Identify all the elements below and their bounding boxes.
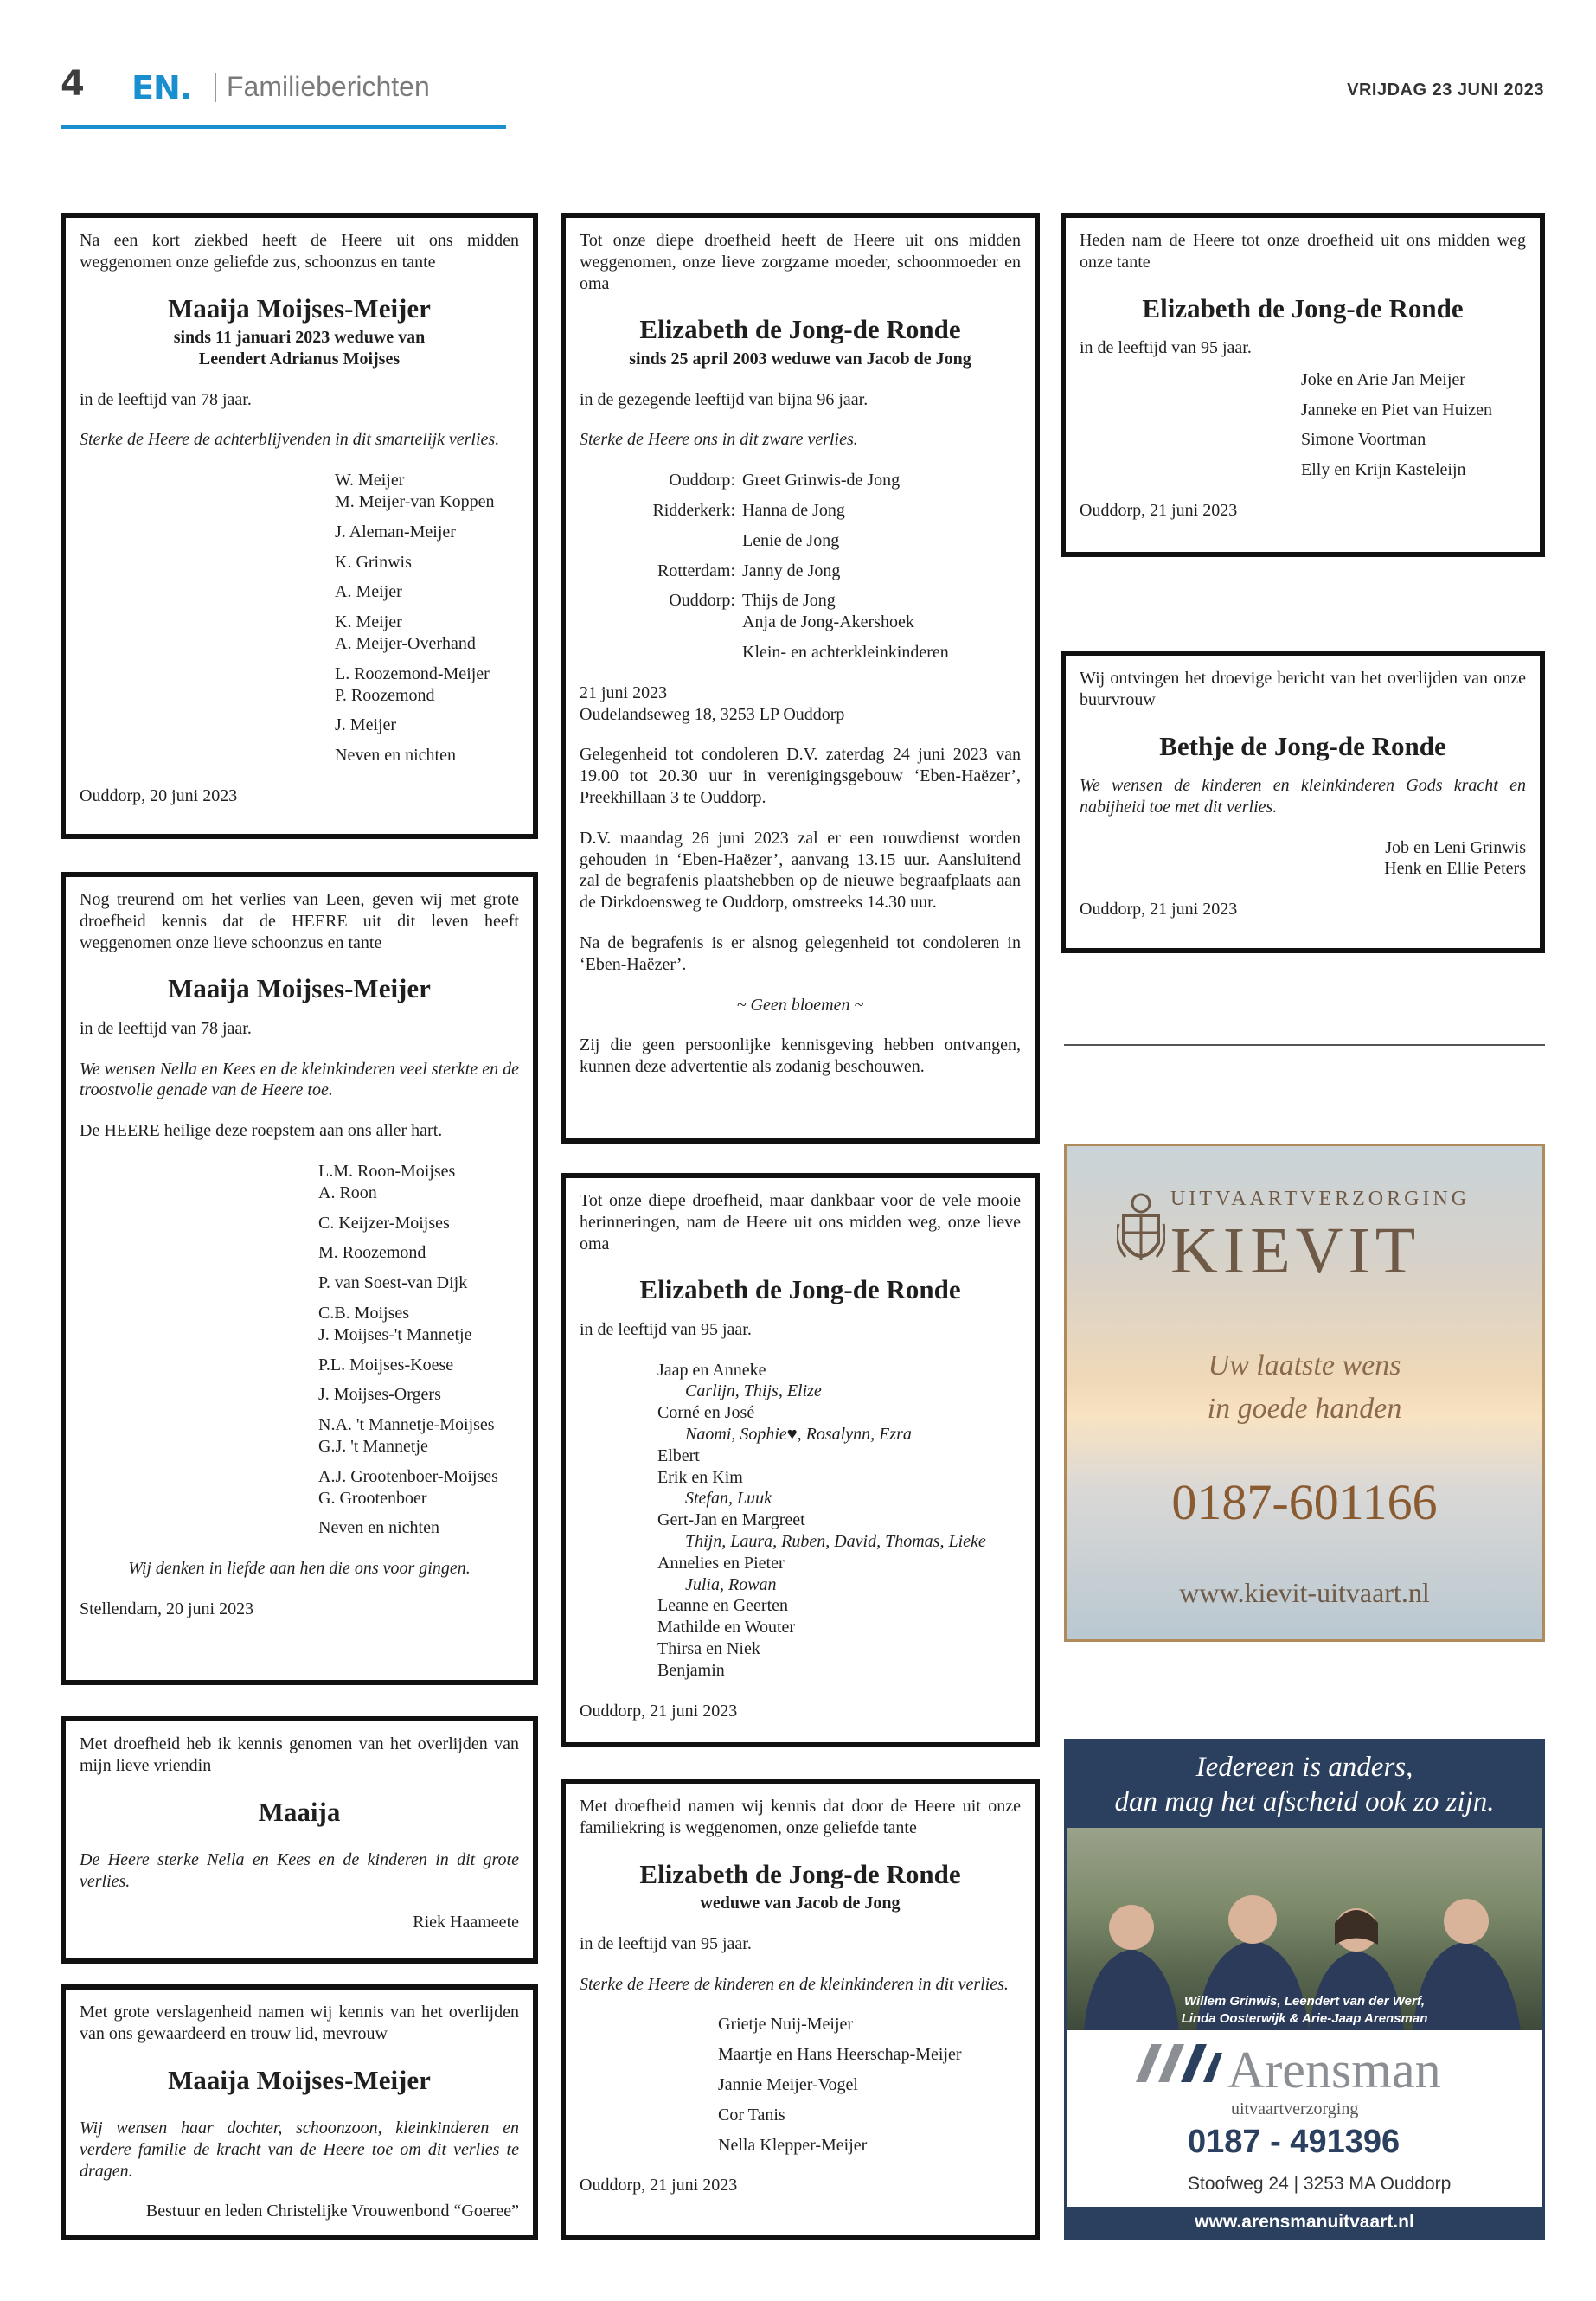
family-children: Julia, Rowan (685, 1574, 777, 1594)
notice-intro: Na een kort ziekbed heeft de Heere uit ons midden weggenomen onze geliefde zus, schoonzus en tante (80, 231, 519, 272)
family-name: Cor Tanis (718, 2105, 785, 2125)
family-name: Lenie de Jong (742, 530, 840, 550)
family-list (1301, 369, 1526, 481)
family-name: Thijs de Jong (742, 591, 836, 611)
family-name: G.J. 't Mannetje (318, 1436, 428, 1456)
deceased-name: Elizabeth de Jong-de Ronde (639, 1274, 961, 1305)
notice-intro: Heden nam de Heere tot onze droefheid uit ons midden weg onze tante (1080, 231, 1526, 272)
family-name: L.M. Roon-Moijses (318, 1162, 456, 1182)
family-children: Stefan, Luuk (685, 1489, 772, 1509)
family-name: Janneke en Piet van Huizen (1301, 400, 1493, 420)
family-name: N.A. 't Mannetje-Moijses (318, 1415, 495, 1435)
notice-footer: Stellendam, 20 juni 2023 (80, 1599, 254, 1618)
notice-intro: Nog treurend om het verlies van Leen, geven wij met grote droefheid kennis dat de HEERE uit dit leven heeft weggenomen onze lieve schoonzus en tante (80, 890, 519, 952)
notice-intro: Tot onze diepe droefheid, maar dankbaar voor de vele mooie herinneringen, nam de Heere uit ons midden weg, onze lieve oma (580, 1191, 1021, 1253)
arensman-slogan (1067, 1741, 1542, 1828)
arensman-name: Arensman (1227, 2041, 1441, 2099)
notice-verse: Sterke de Heere ons in dit zware verlies. (580, 430, 858, 450)
family-name: K. Meijer (335, 612, 402, 632)
notice-verse: We wensen Nella en Kees en de kleinkinderen veel sterkte en de troostvolle genade van de Heere toe. (80, 1059, 519, 1100)
notice-verse: We wensen de kinderen en kleinkinderen Gods kracht en nabijheid toe met dit verlies. (1080, 776, 1526, 817)
notice-3 (61, 1716, 538, 1964)
family-name: A. Meijer (335, 582, 402, 602)
arensman-website: www.arensmanuitvaart.nl (1067, 2207, 1542, 2238)
kievit-phone: 0187-601166 (1171, 1474, 1438, 1530)
family-list (335, 470, 519, 766)
kievit-tagline: Uw laatste wens (1208, 1349, 1401, 1381)
family-parents: Jaap en Anneke (657, 1360, 766, 1380)
column-divider (1064, 1044, 1545, 1046)
family-parents: Gert-Jan en Margreet (657, 1510, 805, 1530)
arensman-logo-icon (1136, 2041, 1222, 2086)
notice-intro: Met droefheid heb ik kennis genomen van het overlijden van mijn lieve vriendin (80, 1734, 519, 1775)
deceased-name: Elizabeth de Jong-de Ronde (639, 1858, 961, 1889)
family-name: Neven en nichten (318, 1518, 439, 1538)
kievit-subtitle: UITVAARTVERZORGING (1170, 1188, 1471, 1210)
family-place (580, 530, 742, 552)
family-name: Jannie Meijer-Vogel (718, 2075, 858, 2095)
notice-subtitle: sinds 25 april 2003 weduwe van Jacob de Jong (629, 349, 971, 369)
deceased-name: Maaija Moijses-Meijer (168, 2064, 431, 2095)
header-rule (61, 125, 506, 129)
family-place: Ouddorp: (669, 591, 735, 611)
family-name: J. Meijer (335, 715, 397, 735)
notice-footer: Ouddorp, 21 juni 2023 (580, 1701, 738, 1721)
family-name: M. Meijer-van Koppen (335, 492, 495, 512)
family-name: P. van Soest-van Dijk (318, 1273, 468, 1293)
notice-signature: Riek Haameete (413, 1912, 519, 1932)
family-list (657, 1360, 1021, 1682)
notice-9 (1061, 651, 1545, 953)
notice-age: in de leeftijd van 95 jaar. (1080, 338, 1252, 358)
notice-age: in de leeftijd van 95 jaar. (580, 1933, 752, 1953)
notice-1 (61, 213, 538, 839)
arensman-address: Stoofweg 24 | 3253 MA Ouddorp (1188, 2174, 1452, 2194)
family-parents: Mathilde en Wouter (657, 1618, 796, 1638)
notice-subtitle: sinds 11 januari 2023 weduwe van (173, 328, 426, 348)
family-parents: Leanne en Geerten (657, 1596, 789, 1616)
notice-5 (561, 213, 1040, 1144)
deceased-name: Maaija Moijses-Meijer (168, 292, 431, 324)
notice-age: in de leeftijd van 78 jaar. (80, 389, 252, 409)
family-parents: Benjamin (657, 1660, 725, 1680)
notice-address: Oudelandseweg 18, 3253 LP Ouddorp (580, 704, 845, 724)
notice-closing: Wij denken in liefde aan hen die ons voor gingen. (128, 1559, 471, 1579)
family-name: Hanna de Jong (742, 501, 845, 521)
newspaper-logo: EN. (131, 69, 192, 107)
notice-footer: Ouddorp, 21 juni 2023 (1080, 900, 1238, 920)
notice-age: in de gezegende leeftijd van bijna 96 jaar. (580, 389, 869, 409)
notice-condolence: Gelegenheid tot condoleren D.V. zaterdag 24 juni 2023 van 19.00 tot 20.30 uur in verenigingsgebouw ‘Eben-Haëzer’, Preekhillaan 3 te Ouddorp. (580, 745, 1021, 807)
notice-verse: Sterke de Heere de kinderen en de kleinkinderen in dit verlies. (580, 1974, 1009, 1994)
family-name: Nella Klepper-Meijer (718, 2135, 868, 2155)
family-list (718, 2014, 1021, 2156)
family-name: Anja de Jong-Akershoek (742, 612, 914, 632)
family-name: L. Roozemond-Meijer (335, 663, 490, 683)
family-name: C. Keijzer-Moijses (318, 1213, 450, 1233)
family-parents: Annelies en Pieter (657, 1553, 785, 1573)
crest-icon (1117, 1189, 1165, 1276)
deceased-name: Bethje de Jong-de Ronde (1159, 730, 1446, 761)
notice-7 (561, 1779, 1040, 2240)
family-list (580, 470, 1021, 663)
notice-signature: Job en Leni Grinwis (1385, 837, 1526, 857)
notice-subtitle: weduwe van Jacob de Jong (700, 1894, 901, 1913)
family-name: Elly en Krijn Kasteleijn (1301, 460, 1466, 480)
family-name: W. Meijer (335, 471, 405, 490)
family-name: M. Roozemond (318, 1243, 426, 1263)
family-place (580, 642, 742, 663)
family-name: P.L. Moijses-Koese (318, 1355, 454, 1375)
family-name: Grietje Nuij-Meijer (718, 2015, 854, 2035)
notice-intro: Met droefheid namen wij kennis dat door de Heere uit onze familiekring is weggenomen, onze geliefde tante (580, 1797, 1021, 1837)
family-children: Thijn, Laura, Ruben, David, Thomas, Lieke (685, 1532, 986, 1551)
slogan-line: Iedereen is anders, (1195, 1752, 1413, 1783)
notice-age: in de leeftijd van 95 jaar. (580, 1319, 752, 1339)
family-name: A. Roon (318, 1183, 377, 1202)
arensman-advertisement (1064, 1739, 1545, 2240)
family-name: A. Meijer-Overhand (335, 634, 476, 653)
notice-4 (61, 1984, 538, 2240)
notice-verse: Wij wensen haar dochter, schoonzoon, kleinkinderen en verdere familie de kracht van de Heere toe om dit verlies te dragen. (80, 2118, 519, 2181)
notice-flowers: ~ Geen bloemen ~ (736, 995, 864, 1015)
family-name: P. Roozemond (335, 685, 435, 705)
kievit-tagline: in goede handen (1207, 1393, 1402, 1425)
notice-service: D.V. maandag 26 juni 2023 zal er een rouwdienst worden gehouden in ‘Eben-Haëzer’, aanvang 13.15 uur. Aansluitend zal de begrafenis plaatshebben op de nieuwe begraafplaats aan de Dirkdoensweg te Ouddorp, omstreeks 14.30 uur. (580, 828, 1021, 913)
kievit-advertisement (1064, 1144, 1545, 1642)
section-title: Familieberichten (227, 71, 430, 102)
kievit-website: www.kievit-uitvaart.nl (1179, 1577, 1430, 1608)
notice-after: Na de begrafenis is er alsnog gelegenheid tot condoleren in ‘Eben-Haëzer’. (580, 933, 1021, 974)
family-place: Ridderkerk: (652, 501, 735, 521)
family-name: C.B. Moijses (318, 1304, 410, 1323)
family-name: Joke en Arie Jan Meijer (1301, 369, 1465, 389)
family-place: Ouddorp: (669, 471, 735, 490)
family-name: J. Aleman-Meijer (335, 522, 456, 542)
notice-line: De HEERE heilige deze roepstem aan ons aller hart. (80, 1121, 443, 1141)
notice-footer: Ouddorp, 20 juni 2023 (80, 785, 238, 805)
deceased-name: Elizabeth de Jong-de Ronde (1142, 292, 1464, 324)
family-name: K. Grinwis (335, 552, 412, 572)
slogan-line: dan mag het afscheid ook zo zijn. (1114, 1786, 1495, 1817)
family-name: Janny de Jong (742, 561, 841, 580)
notice-2 (61, 872, 538, 1685)
deceased-name: Elizabeth de Jong-de Ronde (639, 314, 961, 345)
family-children: Carlijn, Thijs, Elize (685, 1381, 822, 1401)
notice-8 (1061, 213, 1545, 557)
family-parents: Erik en Kim (657, 1467, 743, 1487)
photo-caption: Willem Grinwis, Leendert van der Werf, (1184, 1994, 1425, 2009)
notice-footer: Ouddorp, 21 juni 2023 (1080, 501, 1238, 521)
notice-verse: De Heere sterke Nella en Kees en de kinderen in dit grote verlies. (80, 1850, 519, 1891)
notice-subtitle: Leendert Adrianus Moijses (198, 349, 401, 369)
family-name: Neven en nichten (335, 746, 456, 766)
family-children: Naomi, Sophie♥, Rosalynn, Ezra (685, 1425, 912, 1445)
notice-intro: Met grote verslagenheid namen wij kennis van het overlijden van ons gewaardeerd en trouw lid, mevrouw (80, 2003, 519, 2043)
family-place: Rotterdam: (657, 561, 735, 580)
arensman-phone: 0187 - 491396 (1188, 2124, 1401, 2160)
family-name: Klein- en achterkleinkinderen (742, 643, 949, 662)
notice-signature: Henk en Ellie Peters (1384, 859, 1526, 879)
family-name: J. Moijses-'t Mannetje (318, 1324, 472, 1344)
deceased-name: Maaija (258, 1796, 341, 1827)
notice-date: 21 juni 2023 (580, 683, 668, 702)
family-name: A.J. Grootenboer-Moijses (318, 1466, 498, 1486)
family-name: Maartje en Hans Heerschap-Meijer (718, 2045, 962, 2065)
family-name: Simone Voortman (1301, 430, 1426, 450)
family-name: Greet Grinwis-de Jong (742, 471, 901, 490)
notice-disclaimer: Zij die geen persoonlijke kennisgeving hebben ontvangen, kunnen deze advertentie als zodanig beschouwen. (580, 1035, 1021, 1077)
notice-age: in de leeftijd van 78 jaar. (80, 1018, 252, 1038)
notice-signature: Bestuur en leden Christelijke Vrouwenbond “Goeree” (145, 2202, 519, 2221)
notice-footer: Ouddorp, 21 juni 2023 (580, 2176, 738, 2195)
family-parents: Elbert (657, 1445, 700, 1465)
page-number: 4 (61, 64, 85, 104)
notice-verse: Sterke de Heere de achterblijvenden in dit smartelijk verlies. (80, 430, 500, 450)
issue-date: VRIJDAG 23 JUNI 2023 (1347, 80, 1544, 99)
notice-intro: Tot onze diepe droefheid heeft de Heere uit ons midden weggenomen, onze lieve zorgzame moeder, schoonmoeder en oma (580, 231, 1021, 293)
family-parents: Corné en José (657, 1403, 755, 1423)
family-list (318, 1161, 519, 1539)
header-divider (215, 73, 216, 102)
family-parents: Thirsa en Niek (657, 1638, 760, 1658)
deceased-name: Maaija Moijses-Meijer (168, 973, 431, 1004)
photo-caption: Linda Oosterwijk & Arie-Jaap Arensman (1181, 2011, 1428, 2026)
family-name: G. Grootenboer (318, 1488, 427, 1508)
arensman-subtitle: uitvaartverzorging (1231, 2099, 1359, 2118)
notice-intro: Wij ontvingen het droevige bericht van het overlijden van onze buurvrouw (1080, 669, 1526, 709)
kievit-name: KIEVIT (1170, 1215, 1421, 1287)
notice-6 (561, 1173, 1040, 1747)
family-name: J. Moijses-Orgers (318, 1385, 441, 1405)
